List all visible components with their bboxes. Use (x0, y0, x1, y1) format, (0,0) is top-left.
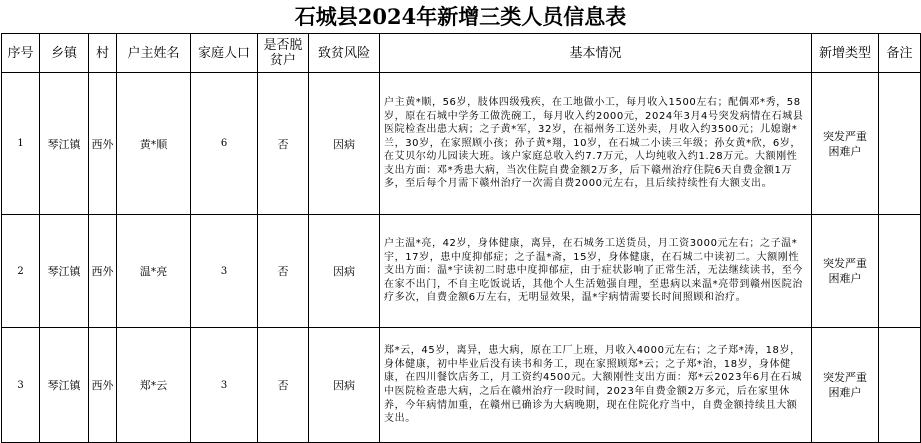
cell-householder: 郑*云 (117, 328, 191, 443)
cell-is-poor: 否 (258, 215, 309, 328)
cell-info: 郑*云，45岁，离异，患大病，原在工厂上班，月收入4000元左右；之子郑*涛，18岁，身体健康，初中毕业后没有读书和务工，现在家照顾郑*云；之子郑*治，18岁，身体健康，在四川餐饮店务工，月工资约4500元。大额刚性支出方面：郑*云2023年6月在石城中医院检查患大病，之后在赣州治疗一段时间，2023年自费金额2万多元，后在家里休养，今年病情加重，在赣州已确诊为大病晚期，现在住院化疗当中，自费金额持续且大额支出。 (380, 328, 812, 443)
cell-risk: 因病 (309, 215, 380, 328)
cell-new-type: 突发严重困难户 (812, 328, 879, 443)
cell-new-type: 突发严重困难户 (812, 73, 879, 215)
cell-town: 琴江镇 (40, 215, 89, 328)
header-risk: 致贫风险 (309, 34, 380, 73)
cell-new-type: 突发严重困难户 (812, 215, 879, 328)
cell-family-size: 6 (191, 73, 258, 215)
header-remark: 备注 (879, 34, 921, 73)
table-row (2, 73, 921, 215)
cell-householder: 温*亮 (117, 215, 191, 328)
cell-seq: 2 (2, 215, 40, 328)
table-row (2, 215, 921, 328)
cell-village: 西外 (89, 215, 117, 328)
header-info: 基本情况 (380, 34, 812, 73)
table-row (2, 328, 921, 443)
cell-town: 琴江镇 (40, 328, 89, 443)
cell-householder: 黄*顺 (117, 73, 191, 215)
header-householder: 户主姓名 (117, 34, 191, 73)
header-row (2, 34, 921, 73)
header-seq: 序号 (2, 34, 40, 73)
cell-village: 西外 (89, 328, 117, 443)
cell-info: 户主温*亮，42岁，身体健康，离异，在石城务工送货员，月工资3000元左右；之子温*宇，17岁，患中度抑郁症；之子温*斋，15岁，身体健康，在石城二中读初二。大额刚性支出方面：温*宇读初二时患中度抑郁症，由于症状影响了正常生活，无法继续读书，至今在家不出门，不自主吃饭说话，其他个人生活勉强自理，至患病以来温*亮带到赣州医院治疗多次，自费金额6万左右，无明显效果，温*宇病情需要长时间照顾和治疗。 (380, 215, 812, 328)
cell-seq: 1 (2, 73, 40, 215)
cell-remark (879, 328, 921, 443)
page-title: 石城县2024年新增三类人员信息表 (294, 4, 627, 29)
cell-is-poor: 否 (258, 73, 309, 215)
header-is-poor: 是否脱贫户 (258, 34, 309, 73)
cell-info: 户主黄*顺，56岁，肢体四级残疾，在工地做小工，每月收入1500左右；配偶邓*秀，58岁，原在石城中学务工做洗碗工，每月收入约2000元，2024年3月4号突发病情在石城县医院检查出患大病；之子黄*军，32岁，在福州务工送外卖，月收入约3500元；儿媳谢*兰，30岁，在家照顾小孩；孙子黄*翔，10岁，在石城二小读三年级；孙女黄*欣，6岁，在艾贝尔幼儿园读大班。该户家庭总收入约7.7万元，人均纯收入约1.28万元。大额刚性支出方面：邓*秀患大病，当次住院自费金额2万多，后下赣州治疗住院6天自费金额1万多，至后每个月需下赣州治疗一次需自费2000元左右，且后续持续性有大额支出。 (380, 73, 812, 215)
cell-remark (879, 215, 921, 328)
header-new-type: 新增类型 (812, 34, 879, 73)
cell-is-poor: 否 (258, 328, 309, 443)
header-family-size: 家庭人口 (191, 34, 258, 73)
cell-remark (879, 73, 921, 215)
header-town: 乡镇 (40, 34, 89, 73)
cell-family-size: 3 (191, 328, 258, 443)
cell-risk: 因病 (309, 328, 380, 443)
cell-family-size: 3 (191, 215, 258, 328)
cell-town: 琴江镇 (40, 73, 89, 215)
cell-village: 西外 (89, 73, 117, 215)
cell-risk: 因病 (309, 73, 380, 215)
cell-seq: 3 (2, 328, 40, 443)
info-table (1, 33, 921, 443)
header-village: 村 (89, 34, 117, 73)
